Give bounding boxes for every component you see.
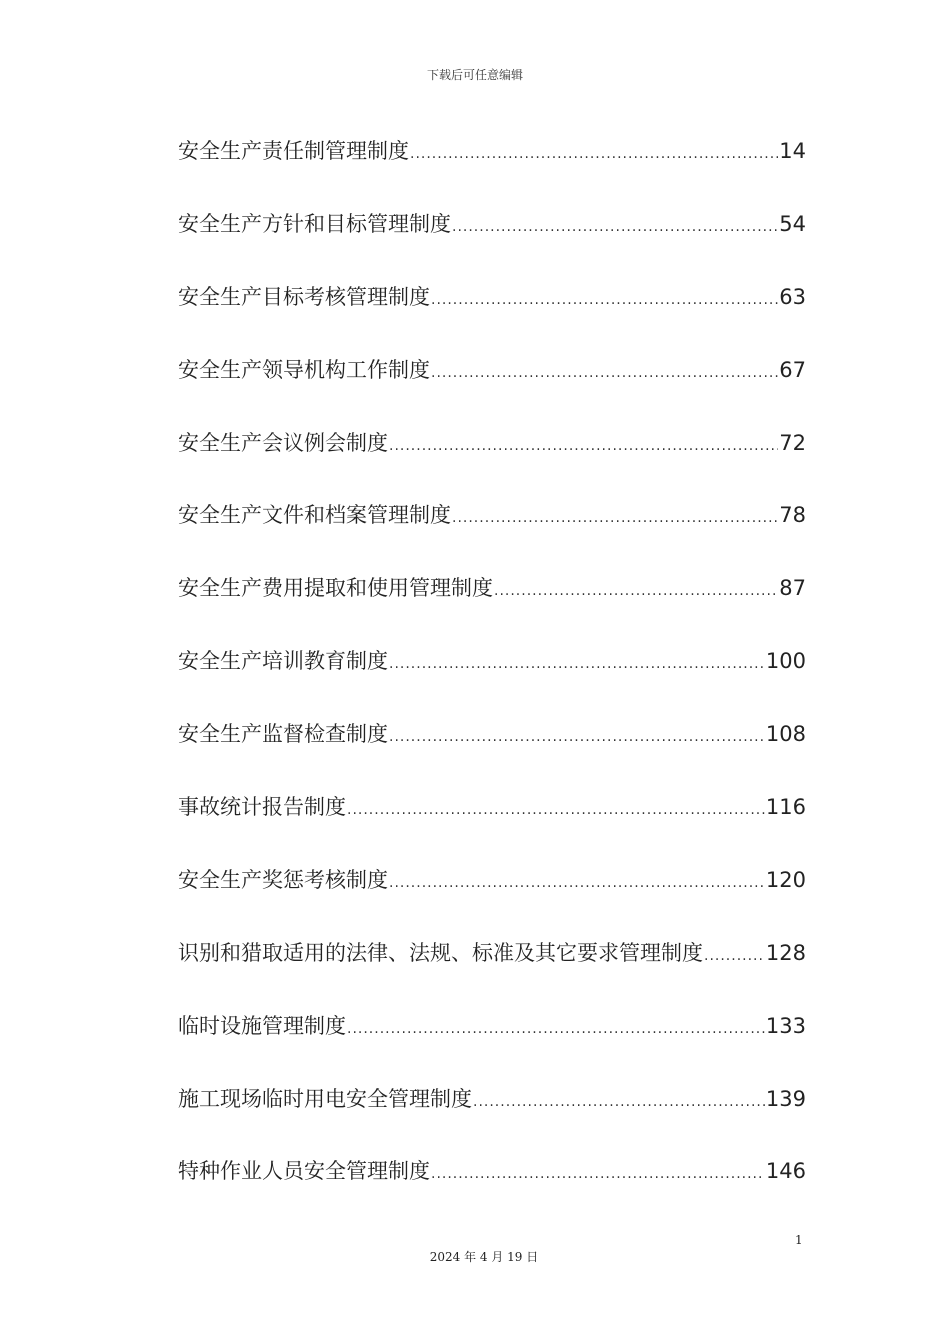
toc-entry-title: 安全生产奖惩考核制度 (178, 867, 388, 892)
toc-entry-page: 120 (765, 867, 806, 892)
toc-entry[interactable] (178, 494, 806, 567)
toc-entry[interactable] (178, 1005, 806, 1078)
toc-entry-title: 安全生产会议例会制度 (178, 430, 388, 455)
toc-entry[interactable] (178, 713, 806, 786)
toc-entry[interactable] (178, 349, 806, 422)
toc-entry[interactable] (178, 567, 806, 640)
toc-entry-title: 安全生产方针和目标管理制度 (178, 211, 451, 236)
toc-entry[interactable] (178, 130, 806, 203)
toc-entry[interactable] (178, 786, 806, 859)
table-of-contents (178, 130, 806, 1223)
toc-entry-page: 14 (779, 139, 806, 163)
toc-entry-title: 安全生产费用提取和使用管理制度 (178, 576, 493, 601)
toc-entry-title: 施工现场临时用电安全管理制度 (178, 1086, 472, 1111)
toc-entry-page: 87 (779, 576, 806, 601)
page-footer-date: 2024 年 4 月 19 日 (429, 1250, 539, 1264)
toc-entry[interactable] (178, 276, 806, 349)
toc-leader-dots (431, 1153, 765, 1195)
toc-entry[interactable] (178, 1078, 806, 1151)
toc-leader-dots (347, 1008, 765, 1050)
toc-entry[interactable] (178, 1150, 806, 1223)
toc-entry-page: 108 (765, 722, 806, 747)
toc-entry-page: 116 (765, 795, 806, 820)
toc-leader-dots (389, 862, 765, 904)
toc-leader-dots (431, 352, 778, 394)
toc-entry[interactable] (178, 932, 806, 1005)
toc-leader-dots (704, 935, 765, 977)
toc-entry-page: 78 (779, 503, 806, 528)
toc-entry-page: 54 (779, 211, 806, 236)
toc-entry-title: 安全生产培训教育制度 (178, 649, 388, 674)
toc-entry-page: 139 (765, 1086, 806, 1111)
toc-entry-page: 67 (779, 357, 806, 382)
toc-leader-dots (389, 643, 765, 685)
toc-entry[interactable] (178, 422, 806, 495)
page-number: 1 (795, 1233, 803, 1247)
toc-leader-dots (494, 570, 778, 612)
toc-entry-title: 事故统计报告制度 (178, 795, 346, 820)
toc-leader-dots (389, 716, 765, 758)
toc-entry-title: 安全生产监督检查制度 (178, 722, 388, 747)
toc-entry-title: 安全生产领导机构工作制度 (178, 357, 430, 382)
toc-leader-dots (473, 1081, 765, 1123)
toc-leader-dots (410, 133, 778, 175)
toc-entry-page: 72 (779, 430, 806, 455)
toc-leader-dots (452, 206, 778, 248)
toc-entry-page: 128 (765, 940, 806, 965)
toc-leader-dots (389, 425, 778, 467)
toc-entry-page: 133 (765, 1013, 806, 1038)
toc-entry-page: 100 (765, 649, 806, 674)
page-header: 下载后可任意编辑 (426, 68, 523, 82)
toc-entry-title: 安全生产文件和档案管理制度 (178, 503, 451, 528)
toc-entry[interactable] (178, 640, 806, 713)
toc-entry-page: 146 (765, 1159, 806, 1184)
toc-leader-dots (452, 497, 778, 539)
toc-entry-title: 识别和猎取适用的法律、法规、标准及其它要求管理制度 (178, 940, 703, 965)
toc-entry-page: 63 (779, 284, 806, 309)
toc-entry[interactable] (178, 859, 806, 932)
toc-entry[interactable] (178, 203, 806, 276)
toc-leader-dots (431, 279, 778, 321)
toc-entry-title: 安全生产目标考核管理制度 (178, 284, 430, 309)
toc-leader-dots (347, 789, 765, 831)
toc-entry-title: 安全生产责任制管理制度 (178, 139, 409, 163)
toc-entry-title: 特种作业人员安全管理制度 (178, 1159, 430, 1184)
toc-entry-title: 临时设施管理制度 (178, 1013, 346, 1038)
